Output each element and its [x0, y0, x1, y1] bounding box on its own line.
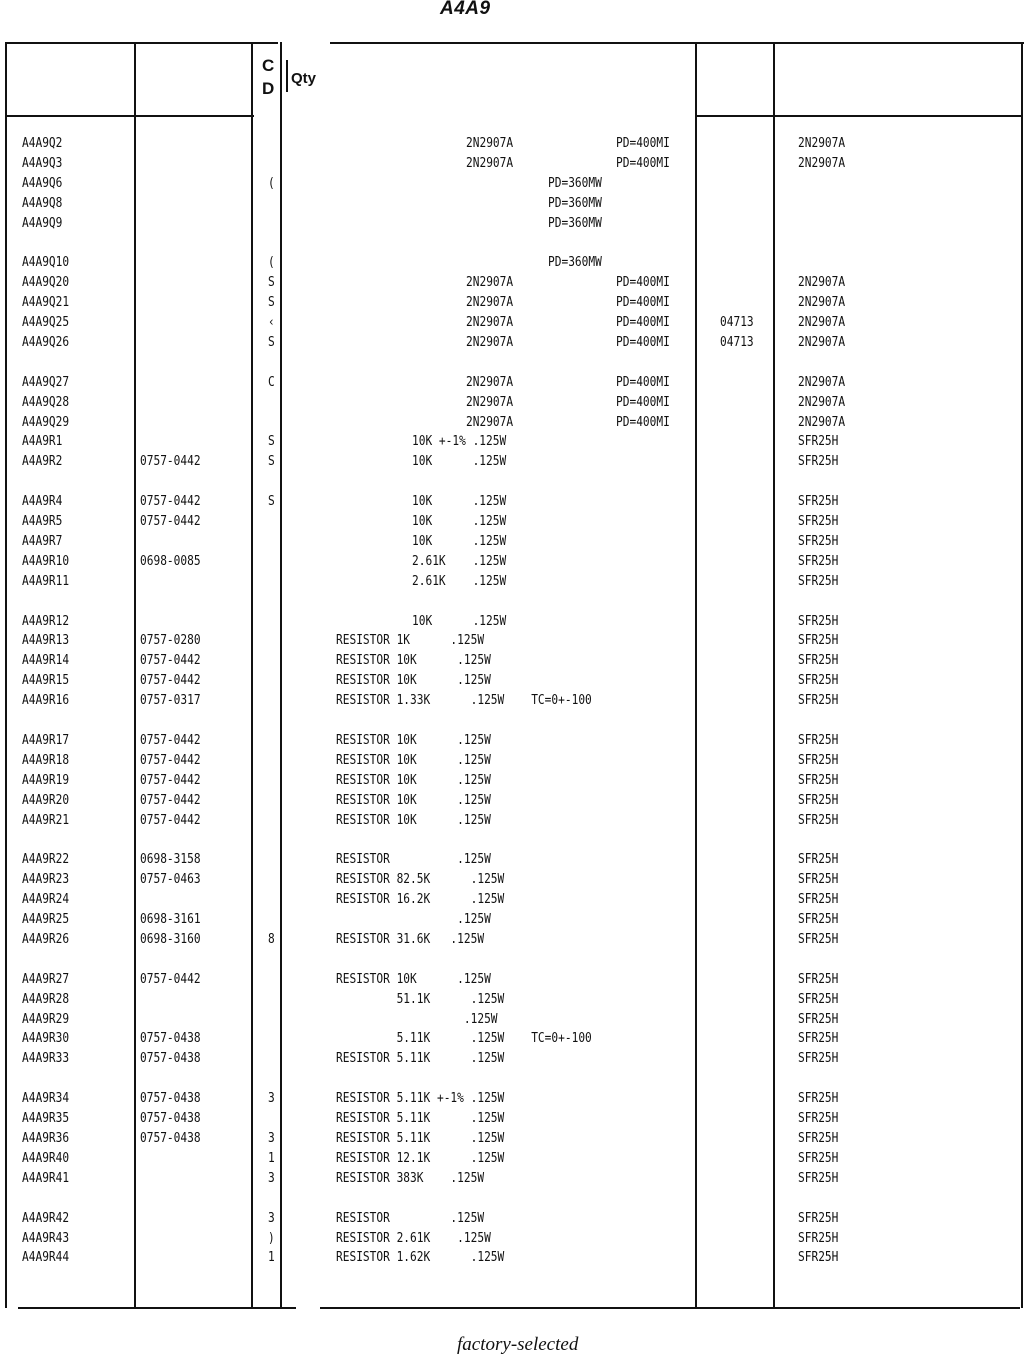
description-cell: RESISTOR 5.11K +-1% .125W: [336, 1091, 505, 1106]
description-cell: RESISTOR 10K .125W: [336, 733, 491, 748]
mfr-part-cell: SFR25H: [798, 733, 839, 748]
cd-cell: C: [268, 375, 275, 390]
description-extra-cell: PD=360MW: [548, 196, 602, 211]
description-cell: 10K .125W: [412, 494, 507, 509]
description-cell: 10K .125W: [412, 514, 507, 529]
part-number-cell: 0757-0438: [140, 1051, 201, 1066]
col-divider-1: [5, 42, 7, 1308]
ref-cell: A4A9R10: [22, 554, 70, 569]
header-rule-right: [696, 115, 1022, 117]
description-cell: RESISTOR 383K .125W: [336, 1171, 485, 1186]
part-number-cell: 0698-0085: [140, 554, 201, 569]
col-divider-4: [280, 42, 282, 1308]
ref-cell: A4A9R14: [22, 653, 70, 668]
part-number-cell: 0757-0442: [140, 514, 201, 529]
description-cell: RESISTOR 10K .125W: [336, 793, 491, 808]
description-cell: RESISTOR 10K .125W: [336, 813, 491, 828]
description-cell: 10K .125W: [412, 534, 507, 549]
description-cell: RESISTOR 5.11K .125W: [336, 1051, 505, 1066]
ref-cell: A4A9R13: [22, 633, 70, 648]
mfr-code-cell: 04713: [720, 335, 754, 350]
mfr-part-cell: SFR25H: [798, 992, 839, 1007]
mfr-part-cell: SFR25H: [798, 1151, 839, 1166]
description-cell: RESISTOR 10K .125W: [336, 972, 491, 987]
description-cell: RESISTOR 10K .125W: [336, 753, 491, 768]
part-number-cell: 0757-0442: [140, 972, 201, 987]
description-extra-cell: PD=360MW: [548, 176, 602, 191]
ref-cell: A4A9Q25: [22, 315, 70, 330]
part-number-cell: 0757-0463: [140, 872, 201, 887]
description-cell: RESISTOR 5.11K .125W: [336, 1131, 505, 1146]
ref-cell: A4A9R26: [22, 932, 70, 947]
mfr-part-cell: SFR25H: [798, 554, 839, 569]
description-cell: RESISTOR 1K .125W: [336, 633, 485, 648]
mfr-part-cell: SFR25H: [798, 1231, 839, 1246]
mfr-part-cell: SFR25H: [798, 1131, 839, 1146]
mfr-part-cell: SFR25H: [798, 753, 839, 768]
description-cell: RESISTOR .125W: [336, 852, 491, 867]
part-number-cell: 0757-0442: [140, 733, 201, 748]
header-cd-top: C: [262, 56, 275, 75]
description-extra-cell: PD=400MI: [616, 156, 670, 171]
ref-cell: A4A9Q10: [22, 255, 70, 270]
description-cell: 2N2907A: [466, 335, 514, 350]
mfr-part-cell: SFR25H: [798, 1051, 839, 1066]
cd-cell: 3: [268, 1131, 275, 1146]
mfr-part-cell: SFR25H: [798, 494, 839, 509]
mfr-part-cell: 2N2907A: [798, 335, 846, 350]
cd-cell: 3: [268, 1091, 275, 1106]
ref-cell: A4A9Q9: [22, 216, 63, 231]
part-number-cell: 0757-0438: [140, 1111, 201, 1126]
ref-cell: A4A9Q8: [22, 196, 63, 211]
ref-cell: A4A9R28: [22, 992, 70, 1007]
col-divider-7: [773, 42, 775, 1308]
mfr-part-cell: SFR25H: [798, 1250, 839, 1265]
part-number-cell: 0757-0442: [140, 773, 201, 788]
mfr-part-cell: SFR25H: [798, 793, 839, 808]
description-cell: RESISTOR 10K .125W: [336, 773, 491, 788]
description-cell: 2.61K .125W: [412, 554, 507, 569]
description-cell: 2N2907A: [466, 156, 514, 171]
mfr-part-cell: SFR25H: [798, 1012, 839, 1027]
part-number-cell: 0698-3161: [140, 912, 201, 927]
cd-cell: S: [268, 275, 275, 290]
ref-cell: A4A9R35: [22, 1111, 70, 1126]
description-extra-cell: PD=400MI: [616, 315, 670, 330]
description-cell: 10K +-1% .125W: [412, 434, 507, 449]
description-cell: RESISTOR 5.11K .125W: [336, 1111, 505, 1126]
col-divider-2: [134, 42, 136, 1308]
part-number-cell: 0757-0442: [140, 753, 201, 768]
description-extra-cell: PD=400MI: [616, 395, 670, 410]
description-cell: RESISTOR 10K .125W: [336, 653, 491, 668]
ref-cell: A4A9R25: [22, 912, 70, 927]
description-extra-cell: PD=400MI: [616, 415, 670, 430]
ref-cell: A4A9R5: [22, 514, 63, 529]
mfr-part-cell: SFR25H: [798, 852, 839, 867]
mfr-part-cell: SFR25H: [798, 454, 839, 469]
page-title: A4A9: [440, 0, 491, 19]
ref-cell: A4A9R40: [22, 1151, 70, 1166]
part-number-cell: 0757-0438: [140, 1131, 201, 1146]
table-bottom-rule-left: [18, 1307, 296, 1309]
mfr-part-cell: 2N2907A: [798, 136, 846, 151]
description-cell: 10K .125W: [412, 454, 507, 469]
mfr-part-cell: SFR25H: [798, 653, 839, 668]
ref-cell: A4A9R19: [22, 773, 70, 788]
header-qty: Qty: [291, 70, 317, 87]
description-cell: RESISTOR 10K .125W: [336, 673, 491, 688]
ref-cell: A4A9Q27: [22, 375, 70, 390]
ref-cell: A4A9R30: [22, 1031, 70, 1046]
mfr-part-cell: SFR25H: [798, 574, 839, 589]
ref-cell: A4A9R18: [22, 753, 70, 768]
header-cd-bottom: D: [262, 79, 275, 98]
mfr-part-cell: 2N2907A: [798, 275, 846, 290]
cd-cell: S: [268, 335, 275, 350]
cd-cell: ): [268, 1231, 275, 1246]
ref-cell: A4A9Q20: [22, 275, 70, 290]
cd-cell: ‹: [268, 315, 275, 330]
col-divider-6: [695, 42, 697, 1308]
cd-cell: S: [268, 295, 275, 310]
mfr-part-cell: SFR25H: [798, 1031, 839, 1046]
mfr-part-cell: SFR25H: [798, 872, 839, 887]
col-divider-8: [1021, 42, 1023, 1308]
ref-cell: A4A9Q6: [22, 176, 63, 191]
description-cell: RESISTOR 1.62K .125W: [336, 1250, 505, 1265]
cd-cell: 1: [268, 1151, 275, 1166]
ref-cell: A4A9R21: [22, 813, 70, 828]
part-number-cell: 0757-0442: [140, 653, 201, 668]
ref-cell: A4A9Q2: [22, 136, 63, 151]
col-divider-5: [286, 60, 288, 92]
mfr-part-cell: SFR25H: [798, 912, 839, 927]
ref-cell: A4A9Q21: [22, 295, 70, 310]
description-cell: 2N2907A: [466, 375, 514, 390]
description-cell: 51.1K .125W: [336, 992, 505, 1007]
description-cell: 2N2907A: [466, 315, 514, 330]
ref-cell: A4A9Q26: [22, 335, 70, 350]
cd-cell: 1: [268, 1250, 275, 1265]
mfr-part-cell: SFR25H: [798, 614, 839, 629]
mfr-part-cell: 2N2907A: [798, 295, 846, 310]
part-number-cell: 0698-3160: [140, 932, 201, 947]
ref-cell: A4A9R36: [22, 1131, 70, 1146]
description-extra-cell: PD=400MI: [616, 335, 670, 350]
description-cell: 2N2907A: [466, 136, 514, 151]
description-extra-cell: PD=360MW: [548, 216, 602, 231]
cd-cell: S: [268, 454, 275, 469]
mfr-part-cell: 2N2907A: [798, 156, 846, 171]
table-top-rule-left: [6, 42, 278, 44]
ref-cell: A4A9R41: [22, 1171, 70, 1186]
ref-cell: A4A9R1: [22, 434, 63, 449]
description-cell: 10K .125W: [412, 614, 507, 629]
description-cell: RESISTOR 12.1K .125W: [336, 1151, 505, 1166]
ref-cell: A4A9R20: [22, 793, 70, 808]
ref-cell: A4A9R42: [22, 1211, 70, 1226]
ref-cell: A4A9R29: [22, 1012, 70, 1027]
col-divider-3: [251, 42, 253, 1308]
part-number-cell: 0757-0442: [140, 494, 201, 509]
table-bottom-rule-right: [320, 1307, 1020, 1309]
part-number-cell: 0757-0438: [140, 1031, 201, 1046]
ref-cell: A4A9Q3: [22, 156, 63, 171]
part-number-cell: 0757-0442: [140, 813, 201, 828]
mfr-part-cell: SFR25H: [798, 534, 839, 549]
description-cell: RESISTOR 16.2K .125W: [336, 892, 505, 907]
header-rule-left: [6, 115, 254, 117]
description-cell: RESISTOR .125W: [336, 1211, 485, 1226]
ref-cell: A4A9R7: [22, 534, 63, 549]
description-cell: 2N2907A: [466, 275, 514, 290]
ref-cell: A4A9R4: [22, 494, 63, 509]
mfr-part-cell: SFR25H: [798, 1111, 839, 1126]
ref-cell: A4A9R11: [22, 574, 70, 589]
ref-cell: A4A9R24: [22, 892, 70, 907]
description-cell: 5.11K .125W TC=0+-100: [336, 1031, 592, 1046]
mfr-part-cell: SFR25H: [798, 514, 839, 529]
description-extra-cell: PD=400MI: [616, 136, 670, 151]
description-cell: .125W: [336, 912, 491, 927]
mfr-part-cell: 2N2907A: [798, 395, 846, 410]
mfr-part-cell: SFR25H: [798, 1171, 839, 1186]
ref-cell: A4A9R2: [22, 454, 63, 469]
ref-cell: A4A9Q29: [22, 415, 70, 430]
mfr-part-cell: SFR25H: [798, 633, 839, 648]
footer-note: factory-selected: [457, 1334, 579, 1355]
mfr-part-cell: SFR25H: [798, 932, 839, 947]
description-cell: .125W: [336, 1012, 498, 1027]
ref-cell: A4A9R22: [22, 852, 70, 867]
description-cell: RESISTOR 2.61K .125W: [336, 1231, 491, 1246]
mfr-part-cell: SFR25H: [798, 813, 839, 828]
cd-cell: 3: [268, 1171, 275, 1186]
cd-cell: 8: [268, 932, 275, 947]
description-extra-cell: PD=400MI: [616, 375, 670, 390]
description-cell: RESISTOR 82.5K .125W: [336, 872, 505, 887]
cd-cell: S: [268, 494, 275, 509]
ref-cell: A4A9Q28: [22, 395, 70, 410]
ref-cell: A4A9R33: [22, 1051, 70, 1066]
cd-cell: (: [268, 255, 275, 270]
description-extra-cell: PD=400MI: [616, 295, 670, 310]
part-number-cell: 0757-0317: [140, 693, 201, 708]
part-number-cell: 0757-0438: [140, 1091, 201, 1106]
ref-cell: A4A9R23: [22, 872, 70, 887]
description-extra-cell: PD=400MI: [616, 275, 670, 290]
mfr-part-cell: SFR25H: [798, 1211, 839, 1226]
ref-cell: A4A9R34: [22, 1091, 70, 1106]
mfr-part-cell: 2N2907A: [798, 375, 846, 390]
part-number-cell: 0757-0442: [140, 793, 201, 808]
ref-cell: A4A9R43: [22, 1231, 70, 1246]
mfr-part-cell: SFR25H: [798, 1091, 839, 1106]
mfr-part-cell: SFR25H: [798, 972, 839, 987]
ref-cell: A4A9R15: [22, 673, 70, 688]
mfr-part-cell: 2N2907A: [798, 315, 846, 330]
mfr-part-cell: SFR25H: [798, 773, 839, 788]
mfr-code-cell: 04713: [720, 315, 754, 330]
table-top-rule-right: [330, 42, 1024, 44]
mfr-part-cell: 2N2907A: [798, 415, 846, 430]
description-cell: 2N2907A: [466, 395, 514, 410]
part-number-cell: 0757-0442: [140, 454, 201, 469]
mfr-part-cell: SFR25H: [798, 434, 839, 449]
ref-cell: A4A9R16: [22, 693, 70, 708]
mfr-part-cell: SFR25H: [798, 673, 839, 688]
ref-cell: A4A9R17: [22, 733, 70, 748]
part-number-cell: 0698-3158: [140, 852, 201, 867]
description-cell: 2N2907A: [466, 295, 514, 310]
description-cell: RESISTOR 1.33K .125W TC=0+-100: [336, 693, 592, 708]
cd-cell: S: [268, 434, 275, 449]
cd-cell: 3: [268, 1211, 275, 1226]
part-number-cell: 0757-0442: [140, 673, 201, 688]
description-cell: 2N2907A: [466, 415, 514, 430]
description-cell: 2.61K .125W: [412, 574, 507, 589]
description-cell: RESISTOR 31.6K .125W: [336, 932, 485, 947]
ref-cell: A4A9R27: [22, 972, 70, 987]
description-extra-cell: PD=360MW: [548, 255, 602, 270]
cd-cell: (: [268, 176, 275, 191]
mfr-part-cell: SFR25H: [798, 693, 839, 708]
part-number-cell: 0757-0280: [140, 633, 201, 648]
ref-cell: A4A9R12: [22, 614, 70, 629]
mfr-part-cell: SFR25H: [798, 892, 839, 907]
ref-cell: A4A9R44: [22, 1250, 70, 1265]
